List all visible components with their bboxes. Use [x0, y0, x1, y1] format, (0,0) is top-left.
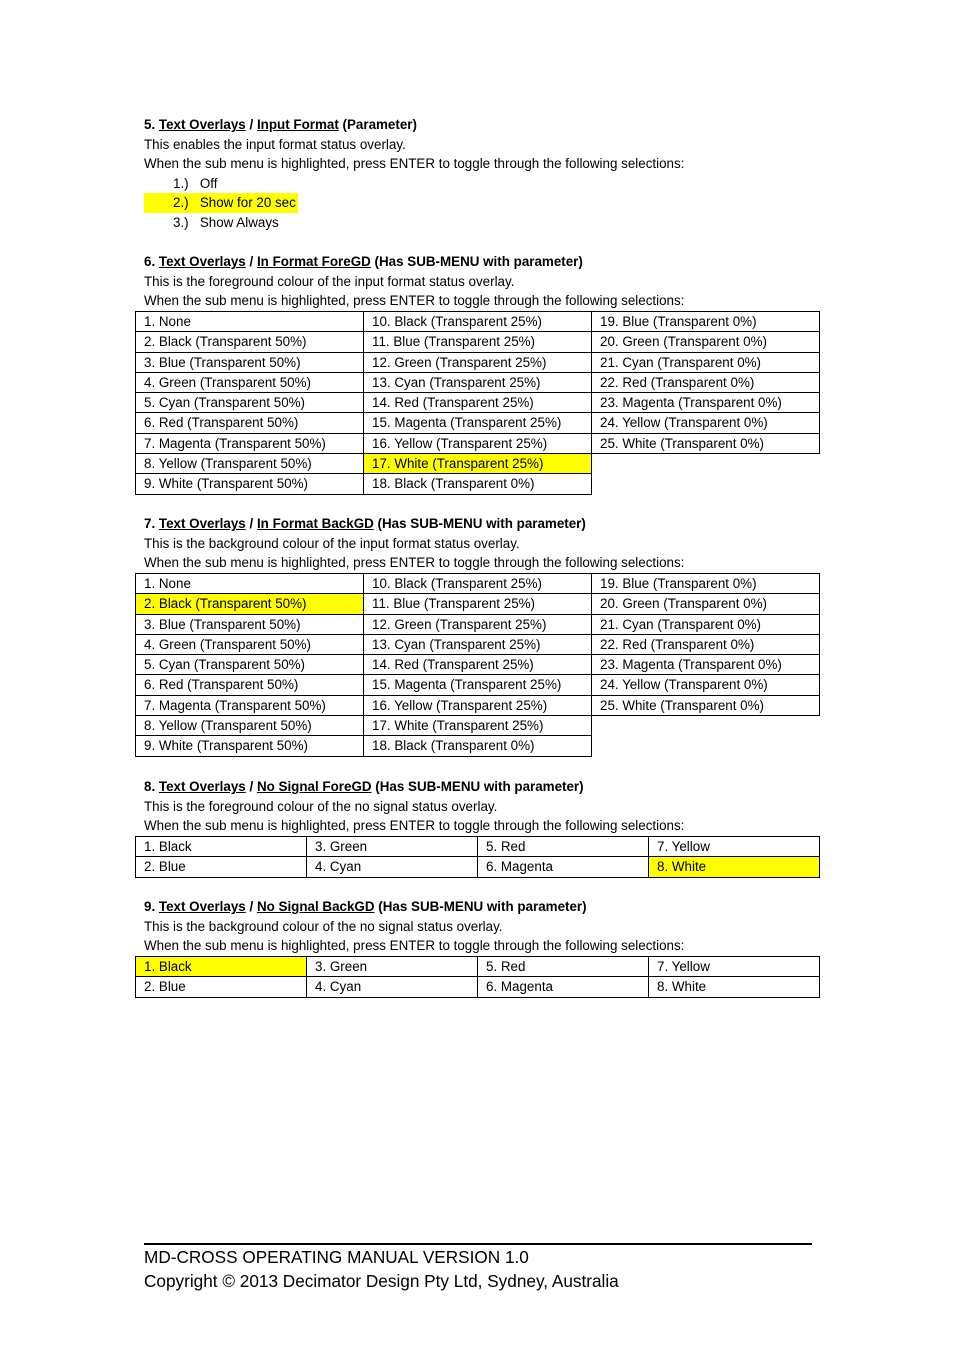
table-cell: 24. Yellow (Transparent 0%): [592, 413, 820, 433]
table-row: [136, 312, 820, 332]
table-cell: 11. Blue (Transparent 25%): [364, 594, 592, 614]
table-cell: 17. White (Transparent 25%): [364, 716, 592, 736]
table-cell: 7. Magenta (Transparent 50%): [136, 433, 364, 453]
section-9-description: This is the background colour of the no signal status overlay.: [144, 918, 503, 934]
section-9: [144, 897, 824, 956]
table-cell: 3. Blue (Transparent 50%): [136, 614, 364, 634]
table-cell: 3. Green: [307, 837, 478, 857]
section-5: [144, 115, 824, 233]
section-5-options: [144, 174, 824, 233]
table-cell-empty: [592, 716, 820, 736]
table-cell: 7. Yellow: [649, 837, 820, 857]
table-row: [136, 332, 820, 352]
table-cell: 12. Green (Transparent 25%): [364, 614, 592, 634]
section-8-instruction: When the sub menu is highlighted, press ENTER to toggle through the following selections:: [144, 818, 685, 834]
section-5-heading: 5. Text Overlays / Input Format (Parameter): [144, 117, 417, 132]
table-row: [136, 716, 820, 736]
table-cell: 7. Yellow: [649, 957, 820, 977]
table-cell: 3. Green: [307, 957, 478, 977]
table-cell: 22. Red (Transparent 0%): [592, 634, 820, 654]
section-7-description: This is the background colour of the input format status overlay.: [144, 535, 520, 551]
table-cell: 24. Yellow (Transparent 0%): [592, 675, 820, 695]
table-row: [136, 675, 820, 695]
table-cell-selected: 1. Black: [136, 957, 307, 977]
table-row: [136, 574, 820, 594]
table-cell: 12. Green (Transparent 25%): [364, 352, 592, 372]
section-5-instruction: When the sub menu is highlighted, press ENTER to toggle through the following selections:: [144, 156, 685, 172]
section-5-description: This enables the input format status overlay.: [144, 136, 406, 152]
table-cell-selected: 17. White (Transparent 25%): [364, 454, 592, 474]
table-cell: 1. None: [136, 312, 364, 332]
table-cell: 13. Cyan (Transparent 25%): [364, 634, 592, 654]
table-cell: 3. Blue (Transparent 50%): [136, 352, 364, 372]
table-row: [136, 977, 820, 997]
table-row: [136, 393, 820, 413]
table-row: [136, 655, 820, 675]
option-item: 1.) Off: [173, 175, 218, 191]
table-cell: 1. None: [136, 574, 364, 594]
option-highlight: 2.) Show for 20 sec: [144, 193, 298, 213]
section-7-instruction: When the sub menu is highlighted, press ENTER to toggle through the following selections:: [144, 555, 685, 571]
table-cell-selected: 2. Black (Transparent 50%): [136, 594, 364, 614]
table-cell: 18. Black (Transparent 0%): [364, 736, 592, 756]
section-7-table: [135, 573, 820, 757]
table-cell: 15. Magenta (Transparent 25%): [364, 675, 592, 695]
table-cell: 23. Magenta (Transparent 0%): [592, 655, 820, 675]
table-row: [136, 957, 820, 977]
table-cell: 22. Red (Transparent 0%): [592, 372, 820, 392]
table-cell: 2. Blue: [136, 857, 307, 877]
table-cell: 6. Magenta: [478, 857, 649, 877]
section-9-table: [135, 956, 820, 998]
section-6-description: This is the foreground colour of the input format status overlay.: [144, 273, 515, 289]
section-7-heading: 7. Text Overlays / In Format BackGD (Has SUB-MENU with parameter): [144, 516, 586, 531]
table-cell: 4. Green (Transparent 50%): [136, 372, 364, 392]
table-cell: 15. Magenta (Transparent 25%): [364, 413, 592, 433]
section-6-instruction: When the sub menu is highlighted, press ENTER to toggle through the following selections:: [144, 293, 685, 309]
table-row: [136, 634, 820, 654]
table-row: [136, 695, 820, 715]
table-cell: 14. Red (Transparent 25%): [364, 393, 592, 413]
footer-copyright: Copyright © 2013 Decimator Design Pty Ltd, Sydney, Australia: [144, 1271, 619, 1291]
table-cell: 5. Red: [478, 957, 649, 977]
table-row: [136, 433, 820, 453]
table-row: [136, 594, 820, 614]
table-cell: 9. White (Transparent 50%): [136, 474, 364, 494]
table-cell: 16. Yellow (Transparent 25%): [364, 433, 592, 453]
table-cell: 2. Blue: [136, 977, 307, 997]
table-row: [136, 413, 820, 433]
option-item-selected: [144, 193, 824, 213]
table-cell: 4. Cyan: [307, 977, 478, 997]
table-row: [136, 857, 820, 877]
footer-manual-version: MD-CROSS OPERATING MANUAL VERSION 1.0: [144, 1247, 529, 1267]
table-cell: 21. Cyan (Transparent 0%): [592, 614, 820, 634]
table-cell: 20. Green (Transparent 0%): [592, 594, 820, 614]
table-cell: 5. Cyan (Transparent 50%): [136, 393, 364, 413]
table-cell: 10. Black (Transparent 25%): [364, 312, 592, 332]
table-cell: 8. Yellow (Transparent 50%): [136, 454, 364, 474]
section-6-heading: 6. Text Overlays / In Format ForeGD (Has SUB-MENU with parameter): [144, 254, 583, 269]
table-row: [136, 474, 820, 494]
table-row: [136, 454, 820, 474]
table-cell: 1. Black: [136, 837, 307, 857]
table-cell: 10. Black (Transparent 25%): [364, 574, 592, 594]
table-cell: 6. Red (Transparent 50%): [136, 413, 364, 433]
table-cell-empty: [592, 736, 820, 756]
table-cell: 20. Green (Transparent 0%): [592, 332, 820, 352]
table-cell: 5. Cyan (Transparent 50%): [136, 655, 364, 675]
table-cell-selected: 8. White: [649, 857, 820, 877]
section-8: [144, 777, 824, 836]
section-7: [144, 514, 824, 573]
table-row: [136, 736, 820, 756]
table-cell: 2. Black (Transparent 50%): [136, 332, 364, 352]
table-cell: 14. Red (Transparent 25%): [364, 655, 592, 675]
table-row: [136, 614, 820, 634]
table-cell: 6. Red (Transparent 50%): [136, 675, 364, 695]
table-cell: 4. Green (Transparent 50%): [136, 634, 364, 654]
table-cell: 8. Yellow (Transparent 50%): [136, 716, 364, 736]
section-8-heading: 8. Text Overlays / No Signal ForeGD (Has SUB-MENU with parameter): [144, 779, 584, 794]
section-9-instruction: When the sub menu is highlighted, press ENTER to toggle through the following selections:: [144, 938, 685, 954]
section-6: [144, 252, 824, 311]
table-cell: 5. Red: [478, 837, 649, 857]
section-6-table: [135, 311, 820, 495]
table-cell: 19. Blue (Transparent 0%): [592, 312, 820, 332]
table-cell: 21. Cyan (Transparent 0%): [592, 352, 820, 372]
table-cell: 25. White (Transparent 0%): [592, 433, 820, 453]
table-cell: 8. White: [649, 977, 820, 997]
section-8-description: This is the foreground colour of the no signal status overlay.: [144, 798, 498, 814]
table-row: [136, 837, 820, 857]
table-cell: 11. Blue (Transparent 25%): [364, 332, 592, 352]
table-cell-empty: [592, 454, 820, 474]
table-cell: 19. Blue (Transparent 0%): [592, 574, 820, 594]
table-row: [136, 352, 820, 372]
table-cell: 16. Yellow (Transparent 25%): [364, 695, 592, 715]
table-cell: 18. Black (Transparent 0%): [364, 474, 592, 494]
table-cell: 4. Cyan: [307, 857, 478, 877]
option-item: 3.) Show Always: [173, 214, 279, 230]
section-8-table: [135, 836, 820, 878]
table-cell: 9. White (Transparent 50%): [136, 736, 364, 756]
page-footer: [144, 1243, 812, 1293]
table-cell: 23. Magenta (Transparent 0%): [592, 393, 820, 413]
table-cell-empty: [592, 474, 820, 494]
table-cell: 7. Magenta (Transparent 50%): [136, 695, 364, 715]
table-cell: 13. Cyan (Transparent 25%): [364, 372, 592, 392]
section-9-heading: 9. Text Overlays / No Signal BackGD (Has SUB-MENU with parameter): [144, 899, 587, 914]
table-row: [136, 372, 820, 392]
table-cell: 6. Magenta: [478, 977, 649, 997]
table-cell: 25. White (Transparent 0%): [592, 695, 820, 715]
